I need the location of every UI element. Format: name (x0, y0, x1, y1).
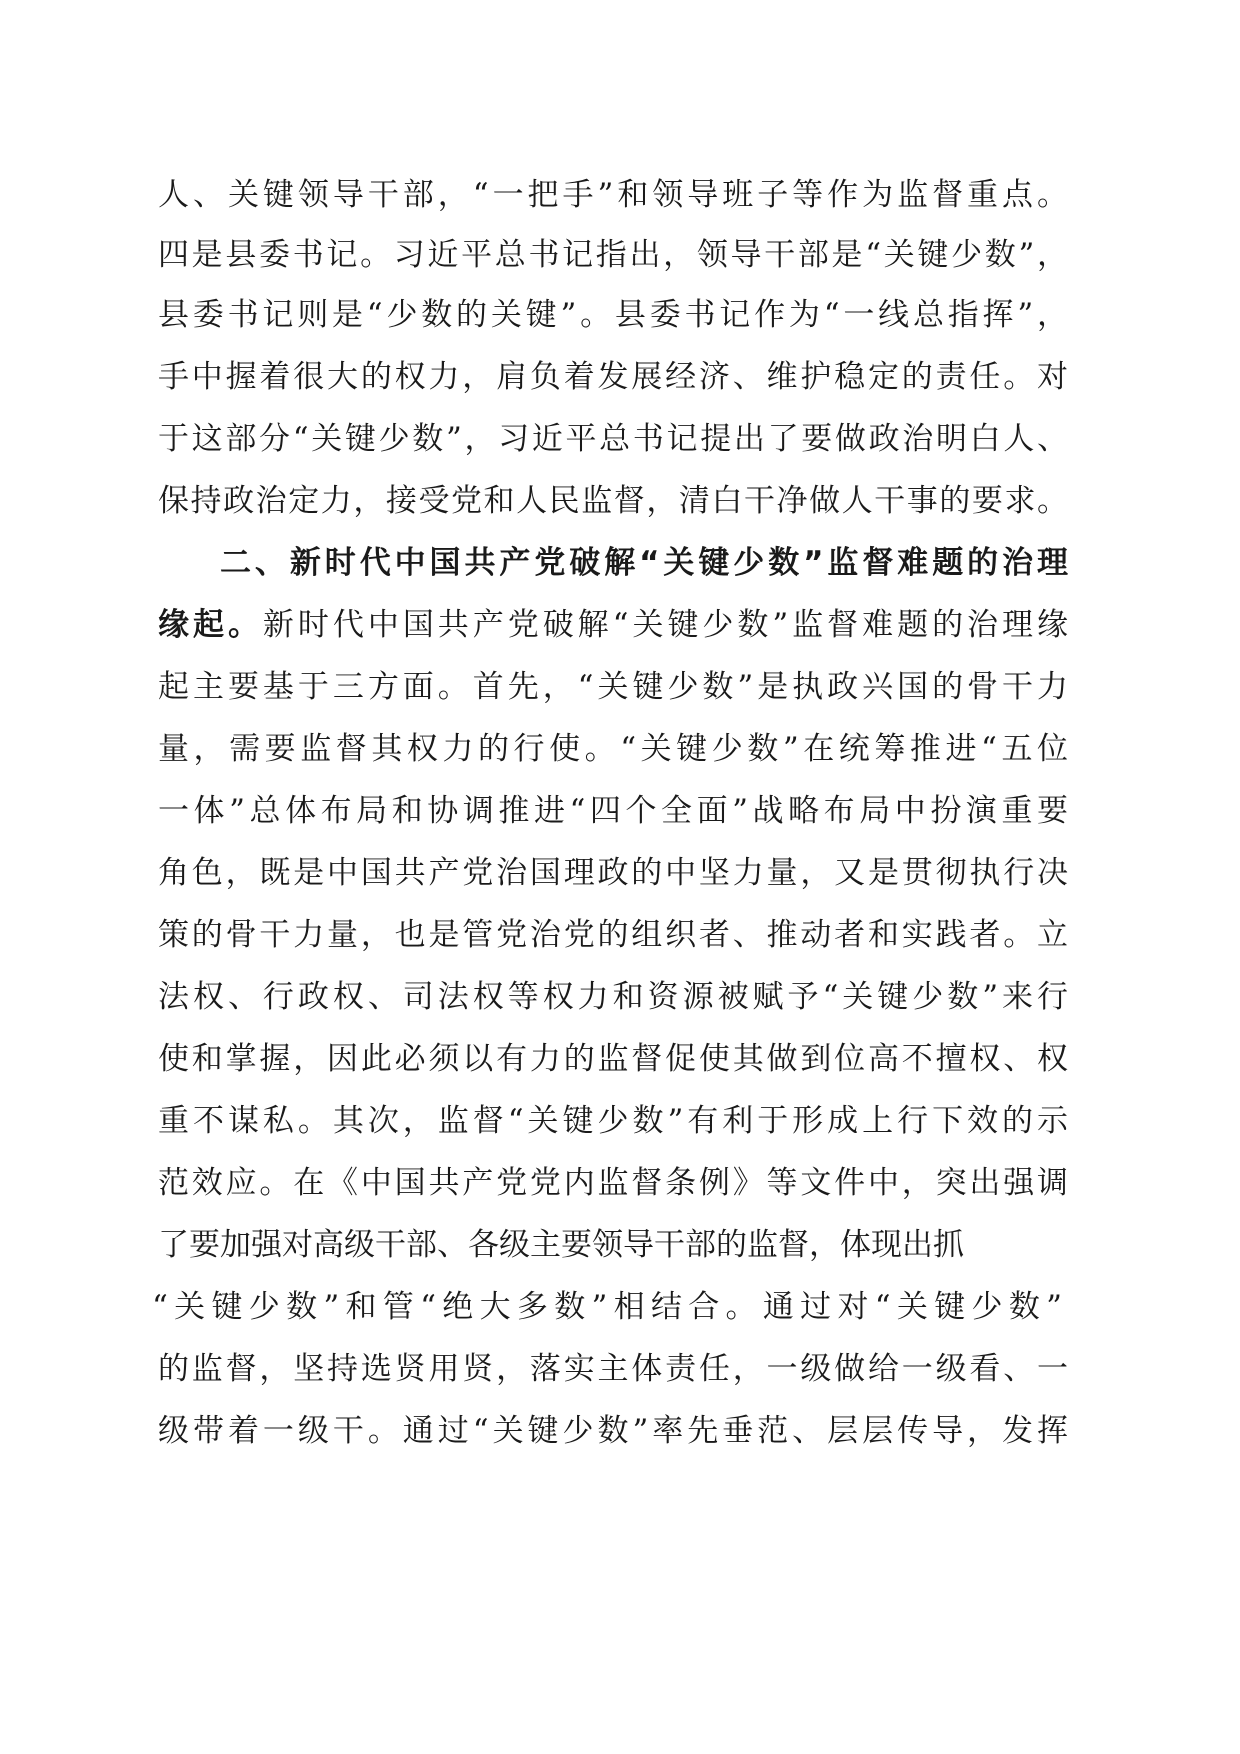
heading-end: 缘起。 (158, 607, 263, 643)
text-line: 的监督，坚持选贤用贤，落实主体责任，一级做给一级看、一 (158, 1351, 1068, 1387)
heading-continuation-line (158, 595, 1068, 655)
text-line: 级带着一级干。通过“关键少数”率先垂范、层层传导，发挥 (158, 1413, 1068, 1449)
text-line: 重不谋私。其次，监督“关键少数”有利于形成上行下效的示 (158, 1103, 1068, 1139)
text-line: 保持政治定力，接受党和人民监督，清白干净做人干事的要求。 (158, 483, 1068, 519)
text-line: 了要加强对高级干部、各级主要领导干部的监督，体现出抓 (158, 1227, 964, 1263)
text-line: 量，需要监督其权力的行使。“关键少数”在统筹推进“五位 (158, 731, 1068, 767)
text-line: 策的骨干力量，也是管党治党的组织者、推动者和实践者。立 (158, 917, 1068, 953)
text-line: 一体”总体布局和协调推进“四个全面”战略布局中扮演重要 (158, 793, 1068, 829)
text-line: 四是县委书记。习近平总书记指出，领导干部是“关键少数”， (158, 237, 1068, 273)
text-line: 于这部分“关键少数”，习近平总书记提出了要做政治明白人、 (158, 421, 1068, 457)
text-line: 法权、行政权、司法权等权力和资源被赋予“关键少数”来行 (158, 979, 1068, 1015)
text-line: 角色，既是中国共产党治国理政的中坚力量，又是贯彻执行决 (158, 855, 1068, 891)
text-line: “关键少数”和管“绝大多数”相结合。通过对“关键少数” (152, 1289, 1062, 1325)
text-line: 使和掌握，因此必须以有力的监督促使其做到位高不擅权、权 (158, 1041, 1068, 1077)
text-line: 范效应。在《中国共产党党内监督条例》等文件中，突出强调 (158, 1165, 1068, 1201)
text-line: 起主要基于三方面。首先，“关键少数”是执政兴国的骨干力 (158, 669, 1068, 705)
text-line: 手中握着很大的权力，肩负着发展经济、维护稳定的责任。对 (158, 359, 1068, 395)
section-heading: 二、新时代中国共产党破解“关键少数”监督难题的治理 (220, 545, 1068, 581)
text-line: 人、关键领导干部，“一把手”和领导班子等作为监督重点。 (158, 177, 1068, 213)
text-line: 县委书记则是“少数的关键”。县委书记作为“一线总指挥”， (158, 297, 1068, 333)
text-line: 新时代中国共产党破解“关键少数”监督难题的治理缘 (262, 607, 1068, 643)
